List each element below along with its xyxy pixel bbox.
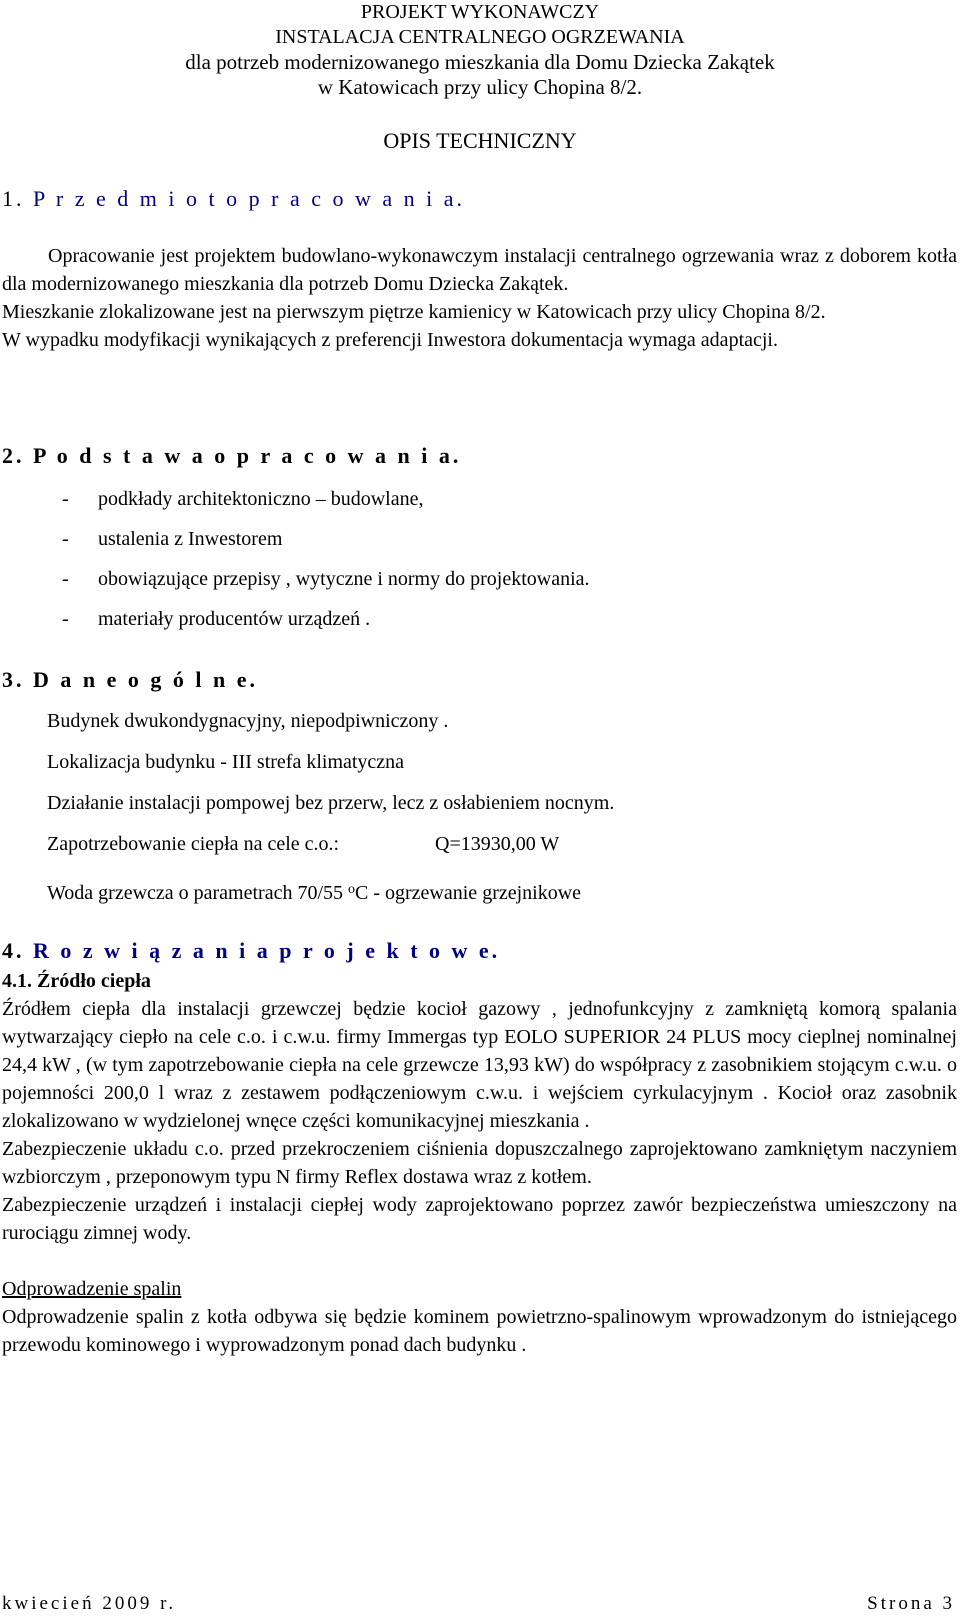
list-item-text: ustalenia z Inwestorem <box>98 528 283 550</box>
section-2-list <box>62 479 590 639</box>
flue-gas-title: Odprowadzenie spalin <box>2 1278 182 1300</box>
header-location: w Katowicach przy ulicy Chopina 8/2. <box>317 75 643 99</box>
header-title: PROJEKT WYKONAWCZY <box>360 1 600 23</box>
section-4-number: 4. <box>2 938 25 963</box>
section-4-title: R o z w i ą z a n i a p r o j e k t o w e. <box>33 938 501 963</box>
section-3-number: 3. <box>2 667 25 692</box>
heat-demand <box>47 824 614 865</box>
section-3-heading <box>2 666 258 694</box>
section-4-body <box>2 995 957 1359</box>
water-parameters-type: - ogrzewanie grzejnikowe <box>368 882 582 904</box>
spacer <box>2 1247 957 1275</box>
section-1-para-1: Opracowanie jest projektem budowlano-wykonawczym instalacji centralnego ogrzewania wraz z doborem kotła dla modernizowanego mieszkania dla potrzeb Domu Dziecka Zakątek. <box>2 245 957 295</box>
section-2-title: P o d s t a w a o p r a c o w a n i a. <box>33 443 462 468</box>
page-footer <box>2 1590 955 1618</box>
opis-techniczny-title: OPIS TECHNICZNY <box>383 128 577 153</box>
building-info: Budynek dwukondygnacyjny, niepodpiwniczony . <box>47 710 449 732</box>
section-1-body <box>2 242 957 354</box>
heat-source-para: Źródłem ciepła dla instalacji grzewczej będzie kocioł gazowy , jednofunkcyjny z zamkniętą komorą spalania wytwarzający ciepło na cele c.o. i c.w.u. firmy Immergas typ EOLO SUPERIOR 24 PLUS mocy cieplnej nominalnej 24,4 kW , (w tym zapotrzebowanie ciepła na cele grzewcze 13,93 kW) do współpracy z zasobnikiem stojącym c.w.u. o pojemności 200,0 l wraz z zestawem podłączeniowym c.w.u. i wejściem cyrkulacyjnym . Kocioł oraz zasobnik zlokalizowano w wydzielonej wnęce części komunikacyjnej mieszkania . <box>2 998 957 1132</box>
celsius-unit: C <box>355 882 369 904</box>
co-protection-para: Zabezpieczenie układu c.o. przed przekroczeniem ciśnienia dopuszczalnego zaprojektowano zamkniętym naczyniem wzbiorczym , przeponowym typu N firmy Reflex dostawa wraz z kotłem. <box>2 1138 957 1188</box>
flue-gas-para: Odprowadzenie spalin z kotła odbywa się będzie kominem powietrzno-spalinowym wprowadzonym do istniejącego przewodu kominowego i wyprowadzonym ponad dach budynku . <box>2 1306 957 1356</box>
section-3-data <box>47 701 614 914</box>
list-item-text: obowiązujące przepisy , wytyczne i normy do projektowania. <box>98 568 590 590</box>
footer-page-number: Strona 3 <box>867 1593 955 1614</box>
list-item: - materiały producentów urządzeń . <box>62 608 371 630</box>
footer-date: kwiecień 2009 r. <box>2 1593 177 1614</box>
water-parameters <box>47 873 614 914</box>
header-purpose: dla potrzeb modernizowanego mieszkania dla Domu Dziecka Zakątek <box>185 50 775 74</box>
section-4-heading <box>2 937 500 965</box>
section-1-para-2: Mieszkanie zlokalizowane jest na pierwszym piętrze kamienicy w Katowicach przy ulicy Chopina 8/2. <box>2 301 826 323</box>
section-3-title: D a n e o g ó l n e. <box>33 667 258 692</box>
subsection-4-1-text: 4.1. Źródło ciepła <box>2 970 151 992</box>
section-2-number: 2. <box>2 443 25 468</box>
document-header <box>10 0 950 100</box>
water-parameters-label: Woda grzewcza o parametrach 70/55 <box>47 882 344 904</box>
list-item: - obowiązujące przepisy , wytyczne i normy do projektowania. <box>62 568 590 590</box>
list-item-text: materiały producentów urządzeń . <box>98 608 371 630</box>
list-item-text: podkłady architektoniczno – budowlane, <box>98 488 424 510</box>
pump-operation: Działanie instalacji pompowej bez przerw, lecz z osłabieniem nocnym. <box>47 792 615 814</box>
subsection-4-1-title <box>2 967 151 995</box>
section-1-para-3: W wypadku modyfikacji wynikających z preferencji Inwestora dokumentacja wymaga adaptacji. <box>2 329 778 351</box>
climate-zone: Lokalizacja budynku - III strefa klimatyczna <box>47 751 405 773</box>
degree-sign: o <box>348 882 356 897</box>
heat-demand-value: Q=13930,00 W <box>435 833 560 855</box>
heat-demand-label: Zapotrzebowanie ciepła na cele c.o.: <box>47 833 340 855</box>
section-1-title: P r z e d m i o t o p r a c o w a n i a. <box>33 186 465 211</box>
section-2-heading <box>2 442 461 470</box>
section-1-heading <box>2 185 465 213</box>
header-subtitle: INSTALACJA CENTRALNEGO OGRZEWANIA <box>275 26 685 48</box>
list-item: - podkłady architektoniczno – budowlane, <box>62 488 424 510</box>
section-1-number: 1. <box>2 186 25 211</box>
list-item: - ustalenia z Inwestorem <box>62 528 283 550</box>
hot-water-protection-para: Zabezpieczenie urządzeń i instalacji ciepłej wody zaprojektowano poprzez zawór bezpieczeństwa umieszczony na rurociągu zimnej wody. <box>2 1194 957 1244</box>
